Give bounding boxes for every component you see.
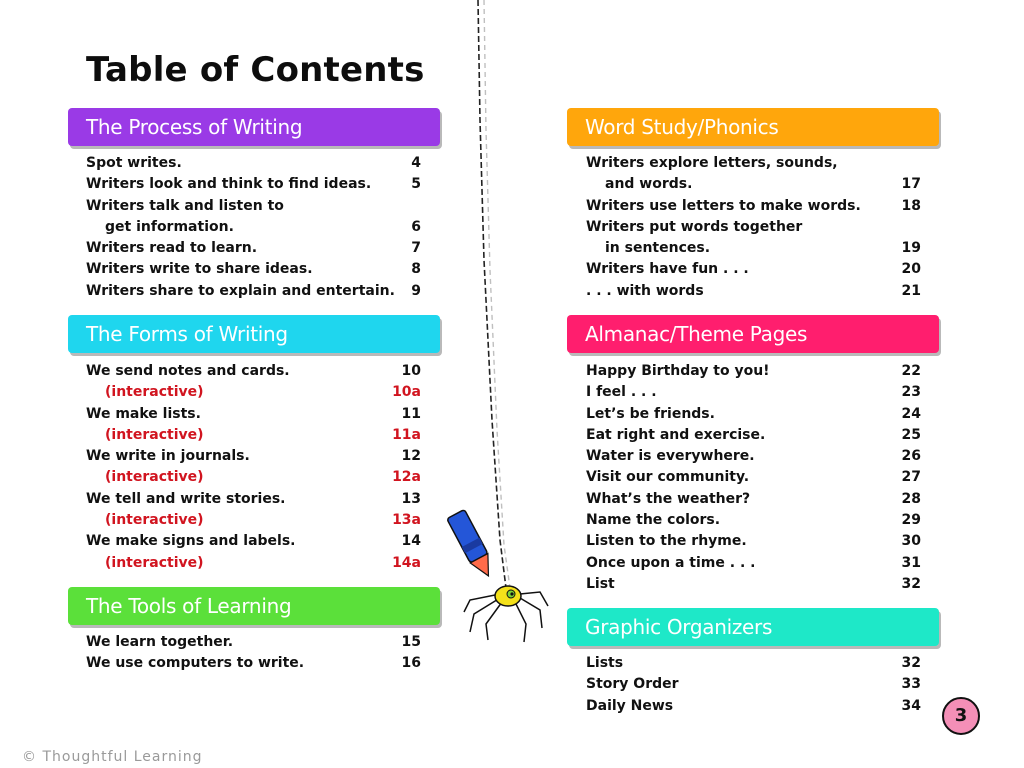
page-number-badge: 3 bbox=[942, 697, 980, 735]
section-heading-almanac: Almanac/Theme Pages bbox=[567, 315, 939, 353]
entry-title: Once upon a time . . . bbox=[586, 554, 756, 571]
toc-entry[interactable] bbox=[586, 510, 921, 531]
entry-page: 18 bbox=[901, 197, 921, 214]
entry-title: What’s the weather? bbox=[586, 490, 751, 507]
entry-title: (interactive) bbox=[105, 512, 204, 529]
toc-entry[interactable] bbox=[586, 553, 921, 574]
toc-entry[interactable] bbox=[586, 238, 921, 259]
toc-list-forms bbox=[86, 361, 421, 574]
toc-entry[interactable] bbox=[586, 404, 921, 425]
entry-page: 6 bbox=[411, 218, 421, 235]
copyright-notice: © Thoughtful Learning bbox=[22, 749, 203, 765]
entry-page: 32 bbox=[901, 575, 921, 592]
entry-page: 10a bbox=[392, 384, 421, 401]
entry-page: 4 bbox=[411, 155, 421, 171]
entry-title: We learn together. bbox=[86, 634, 234, 650]
entry-page: 30 bbox=[901, 533, 921, 550]
entry-title: Lists bbox=[586, 655, 624, 671]
toc-list-phonics bbox=[586, 153, 921, 302]
toc-entry[interactable] bbox=[86, 446, 421, 467]
toc-entry[interactable] bbox=[586, 174, 921, 195]
entry-title: (interactive) bbox=[105, 469, 204, 486]
toc-entry[interactable] bbox=[586, 281, 921, 302]
entry-page: 27 bbox=[901, 469, 921, 486]
toc-entry-interactive[interactable] bbox=[86, 510, 421, 531]
entry-title: (interactive) bbox=[105, 426, 204, 443]
entry-page: 13a bbox=[392, 512, 421, 529]
entry-title: We write in journals. bbox=[86, 448, 250, 465]
entry-title: (interactive) bbox=[105, 554, 204, 571]
toc-entry[interactable] bbox=[86, 361, 421, 382]
spider-illustration bbox=[440, 0, 570, 660]
entry-title: I feel . . . bbox=[586, 384, 657, 401]
entry-page: 14 bbox=[401, 533, 421, 550]
entry-title: We tell and write stories. bbox=[86, 490, 286, 507]
toc-entry[interactable] bbox=[86, 153, 421, 174]
entry-title: We use computers to write. bbox=[86, 655, 305, 672]
section-heading-organizers: Graphic Organizers bbox=[567, 608, 939, 646]
toc-entry[interactable] bbox=[586, 217, 921, 238]
entry-page: 11a bbox=[392, 426, 421, 443]
entry-page: 33 bbox=[901, 676, 921, 693]
entry-title: (interactive) bbox=[105, 384, 204, 401]
entry-page: 32 bbox=[901, 655, 921, 671]
entry-page: 20 bbox=[901, 261, 921, 278]
toc-entry-interactive[interactable] bbox=[86, 467, 421, 488]
entry-page: 17 bbox=[901, 176, 921, 193]
toc-entry-interactive[interactable] bbox=[86, 425, 421, 446]
entry-title: in sentences. bbox=[605, 240, 711, 257]
toc-entry[interactable] bbox=[586, 467, 921, 488]
entry-title: get information. bbox=[105, 218, 234, 235]
toc-entry[interactable] bbox=[86, 281, 421, 302]
toc-entry[interactable] bbox=[86, 531, 421, 552]
entry-title: Name the colors. bbox=[586, 512, 721, 529]
entry-title: Writers explore letters, sounds, bbox=[586, 155, 838, 171]
toc-list-tools bbox=[86, 632, 421, 675]
entry-page: 5 bbox=[411, 176, 421, 193]
entry-title: Daily News bbox=[586, 697, 674, 714]
entry-page: 21 bbox=[901, 282, 921, 299]
entry-title: Eat right and exercise. bbox=[586, 426, 766, 443]
toc-entry[interactable] bbox=[586, 574, 921, 595]
entry-page: 28 bbox=[901, 490, 921, 507]
entry-title: Listen to the rhyme. bbox=[586, 533, 747, 550]
entry-title: Water is everywhere. bbox=[586, 448, 755, 465]
entry-page: 34 bbox=[901, 697, 921, 714]
entry-page: 7 bbox=[411, 240, 421, 257]
entry-page: 31 bbox=[901, 554, 921, 571]
toc-entry[interactable] bbox=[586, 696, 921, 717]
entry-title: Writers put words together bbox=[586, 218, 803, 235]
entry-page: 25 bbox=[901, 426, 921, 443]
entry-title: Writers read to learn. bbox=[86, 240, 258, 257]
section-heading-tools: The Tools of Learning bbox=[68, 587, 440, 625]
toc-entry[interactable] bbox=[86, 217, 421, 238]
entry-title: and words. bbox=[605, 176, 693, 193]
toc-entry[interactable] bbox=[586, 489, 921, 510]
section-heading-phonics: Word Study/Phonics bbox=[567, 108, 939, 146]
entry-page: 8 bbox=[411, 261, 421, 278]
toc-entry[interactable] bbox=[586, 653, 921, 674]
entry-page: 10 bbox=[401, 363, 421, 379]
toc-entry[interactable] bbox=[586, 446, 921, 467]
toc-entry[interactable] bbox=[586, 153, 921, 174]
entry-page: 15 bbox=[401, 634, 421, 650]
entry-title: . . . with words bbox=[586, 282, 704, 299]
toc-entry-interactive[interactable] bbox=[86, 553, 421, 574]
entry-title: Visit our community. bbox=[586, 469, 750, 486]
thread-icon bbox=[478, 0, 510, 588]
entry-title: Writers share to explain and entertain. bbox=[86, 282, 395, 299]
toc-entry[interactable] bbox=[586, 425, 921, 446]
toc-entry[interactable] bbox=[586, 382, 921, 403]
toc-entry[interactable] bbox=[86, 653, 421, 674]
toc-entry[interactable] bbox=[86, 404, 421, 425]
entry-title: Story Order bbox=[586, 676, 679, 693]
entry-title: Writers write to share ideas. bbox=[86, 261, 313, 278]
toc-entry[interactable] bbox=[86, 489, 421, 510]
entry-title: We send notes and cards. bbox=[86, 363, 290, 379]
spider-icon bbox=[464, 586, 548, 642]
toc-list-almanac bbox=[586, 361, 921, 595]
entry-title: Writers have fun . . . bbox=[586, 261, 749, 278]
entry-page: 26 bbox=[901, 448, 921, 465]
page-title: Table of Contents bbox=[86, 50, 425, 90]
entry-page: 11 bbox=[401, 405, 421, 422]
toc-entry[interactable] bbox=[86, 174, 421, 195]
entry-title: List bbox=[586, 575, 615, 592]
entry-title: Spot writes. bbox=[86, 155, 182, 171]
entry-title: Writers use letters to make words. bbox=[586, 197, 861, 214]
entry-page: 16 bbox=[401, 655, 421, 672]
entry-page: 14a bbox=[392, 554, 421, 571]
toc-entry[interactable] bbox=[586, 361, 921, 382]
entry-page: 13 bbox=[401, 490, 421, 507]
entry-title: Let’s be friends. bbox=[586, 405, 715, 422]
entry-page: 12 bbox=[401, 448, 421, 465]
toc-list-organizers bbox=[586, 653, 921, 717]
entry-title: We make signs and labels. bbox=[86, 533, 296, 550]
section-heading-forms: The Forms of Writing bbox=[68, 315, 440, 353]
entry-page: 23 bbox=[901, 384, 921, 401]
entry-title: Happy Birthday to you! bbox=[586, 363, 770, 379]
toc-entry[interactable] bbox=[586, 531, 921, 552]
entry-title: Writers talk and listen to bbox=[86, 197, 284, 214]
toc-entry[interactable] bbox=[86, 238, 421, 259]
entry-page: 12a bbox=[392, 469, 421, 486]
toc-entry-interactive[interactable] bbox=[86, 382, 421, 403]
toc-entry[interactable] bbox=[586, 259, 921, 280]
entry-page: 29 bbox=[901, 512, 921, 529]
entry-title: Writers look and think to find ideas. bbox=[86, 176, 372, 193]
entry-page: 19 bbox=[901, 240, 921, 257]
crayon-icon bbox=[447, 509, 498, 580]
section-heading-process: The Process of Writing bbox=[68, 108, 440, 146]
entry-title: We make lists. bbox=[86, 405, 201, 422]
toc-entry[interactable] bbox=[86, 196, 421, 217]
toc-entry[interactable] bbox=[86, 259, 421, 280]
entry-page: 9 bbox=[411, 282, 421, 299]
toc-list-process bbox=[86, 153, 421, 302]
toc-entry[interactable] bbox=[586, 674, 921, 695]
entry-page: 22 bbox=[901, 363, 921, 379]
entry-page: 24 bbox=[901, 405, 921, 422]
toc-entry[interactable] bbox=[586, 196, 921, 217]
toc-entry[interactable] bbox=[86, 632, 421, 653]
